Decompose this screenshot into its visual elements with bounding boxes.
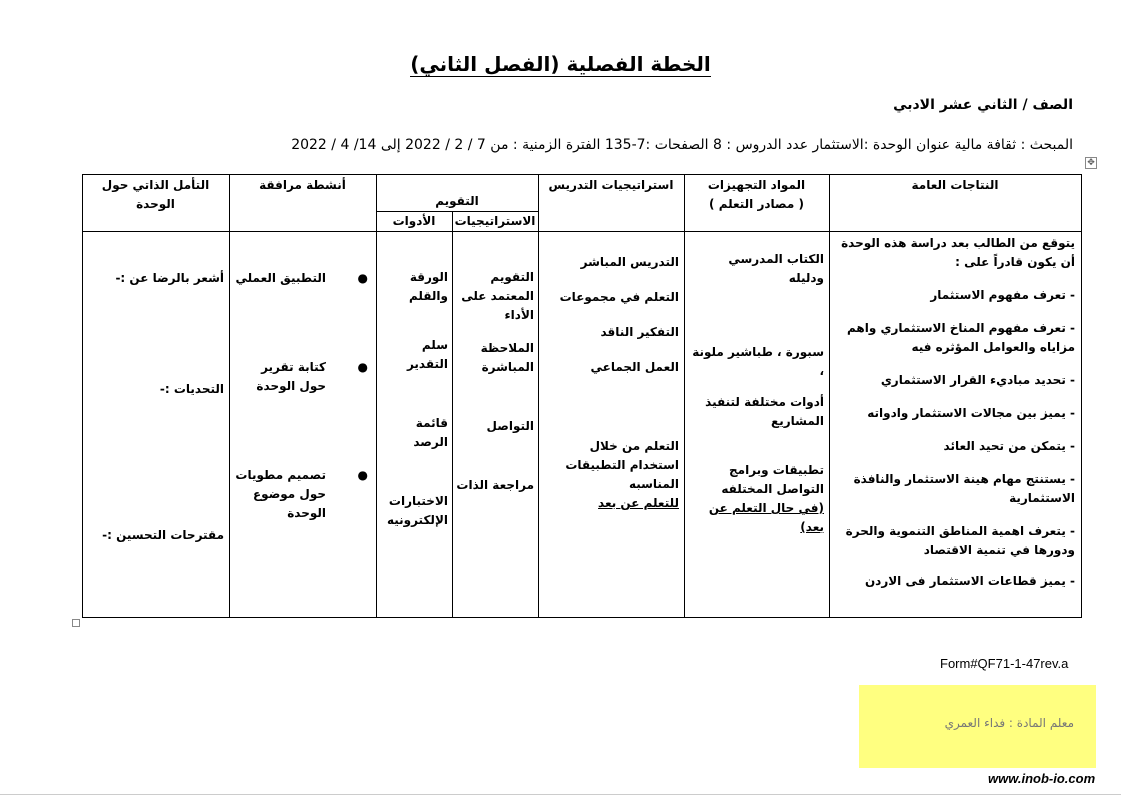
assessment-tool-item: قائمة الرصد [413,416,448,449]
activity-label: تصميم مطويات حول موضوع الوحدة [235,468,326,520]
assessment-tools-column [380,268,448,530]
outcome-item: - تعرف مفهوم الاستثمار [930,288,1075,302]
material-item: (في حال التعلم عن بعد) [708,501,824,534]
teacher-note [859,685,1096,768]
outcome-item: - يستنتج مهام هينة الاستثمار والنافذة الاستثمارية [853,472,1075,505]
header-teaching: استراتيجيات التدريس [548,178,674,192]
form-code: Form#QF71-1-47rev.a [940,656,1069,671]
reflection-challenges: التحديات :- [159,382,224,396]
assessment-strategy-item: التقويم المعتمد على الأداء [461,270,534,322]
material-item: تطبيقات وبرامج التواصل المختلفه [721,463,824,496]
header-assessment: التقويم [435,194,479,208]
info-line: المبحث : ثقافة مالية عنوان الوحدة :الاستثمار عدد الدروس : 8 الصفحات :7-135 الفترة الزمنية : من 7 / 2 / 2022 إلى 14/ 4 / 2022 [291,137,1073,153]
header-materials: المواد التجهيزات [707,178,806,192]
activity-label: التطبيق العملي [235,271,326,285]
assessment-strategy-item: التواصل [486,419,534,433]
teaching-item: التعلم في مجموعات [559,290,679,304]
assessment-strategy-item: الملاحظة المباشرة [480,341,534,374]
teaching-item: العمل الجماعي [590,360,679,374]
outcome-item: - يتعرف اهمية المناطق التنموية والحرة ودورها في تنمية الاقتصاد [845,524,1075,557]
header-reflection: التأمل الذاتي حول الوحدة [101,178,210,211]
activities-column [232,269,368,523]
header-materials-sub: ( مصادر التعلم ) [709,197,804,211]
header-outcomes: النتاجات العامة [911,178,999,192]
assessment-strategies-column [456,268,534,495]
document-title: الخطة الفصلية (الفصل الثاني) [410,52,711,76]
material-item: أدوات مختلفة لتنفيذ المشاريع [705,395,824,428]
teaching-item: التدريس المباشر [580,255,679,269]
assessment-strategy-item: مراجعة الذات [456,478,534,492]
reflection-column [86,269,224,545]
header-assessment-strategies: الاستراتيجيات [454,214,536,228]
grade-line: الصف / الثاني عشر الادبي [893,97,1073,113]
outcome-item: - يتمكن من تحيد العائد [943,439,1075,453]
reflection-satisfaction: أشعر بالرضا عن :- [115,271,224,285]
activity-item [232,358,368,396]
materials-column [690,250,824,537]
outcome-item: - تعرف مفهوم المناخ الاستثماري واهم مزاياه والعوامل المؤثره فيه [847,321,1075,354]
teaching-item: التعلم من خلال استخدام التطبيقات المناسبه [565,439,679,491]
outcomes-intro: يتوقع من الطالب بعد دراسة هذه الوحدة أن يكون قادراً على : [841,236,1075,269]
teacher-name: معلم المادة : فداء العمري [944,716,1074,730]
header-assessment-tools: الأدوات [392,214,436,228]
header-activities: أنشطة مرافقة [259,178,346,192]
outcome-item: - تحديد مباديء القرار الاستثماري [880,373,1075,387]
reflection-improvements: مقترحات التحسين :- [102,528,224,542]
table-resize-handle[interactable] [72,619,80,627]
material-item: سبورة ، طباشير ملونة ، [692,345,824,378]
website-link[interactable]: www.inob-io.com [988,771,1096,786]
bullet-icon: ● [357,360,368,374]
teaching-item: التفكير الناقد [600,325,679,339]
outcome-item: - يميز بين مجالات الاستثمار وادواته [867,406,1075,420]
assessment-tool-item: الاختبارات الإلكترونيه [386,494,448,527]
table-move-handle-icon[interactable]: ✥ [1085,157,1097,169]
teaching-column [544,253,679,513]
outcome-item: - يميز قطاعات الاستثمار فى الاردن [864,574,1075,588]
activity-item [232,269,368,288]
assessment-tool-item: الورقة والقلم [408,270,448,303]
bullet-icon: ● [357,468,368,482]
activity-label: كتابة تقرير حول الوحدة [256,360,326,393]
activity-item [232,466,368,523]
outcomes-column [835,234,1075,591]
material-item: الكتاب المدرسي ودليله [728,252,824,285]
assessment-tool-item: سلم التقدير [406,338,448,371]
bullet-icon: ● [357,271,368,285]
teaching-item: للتعلم عن بعد [598,496,679,510]
